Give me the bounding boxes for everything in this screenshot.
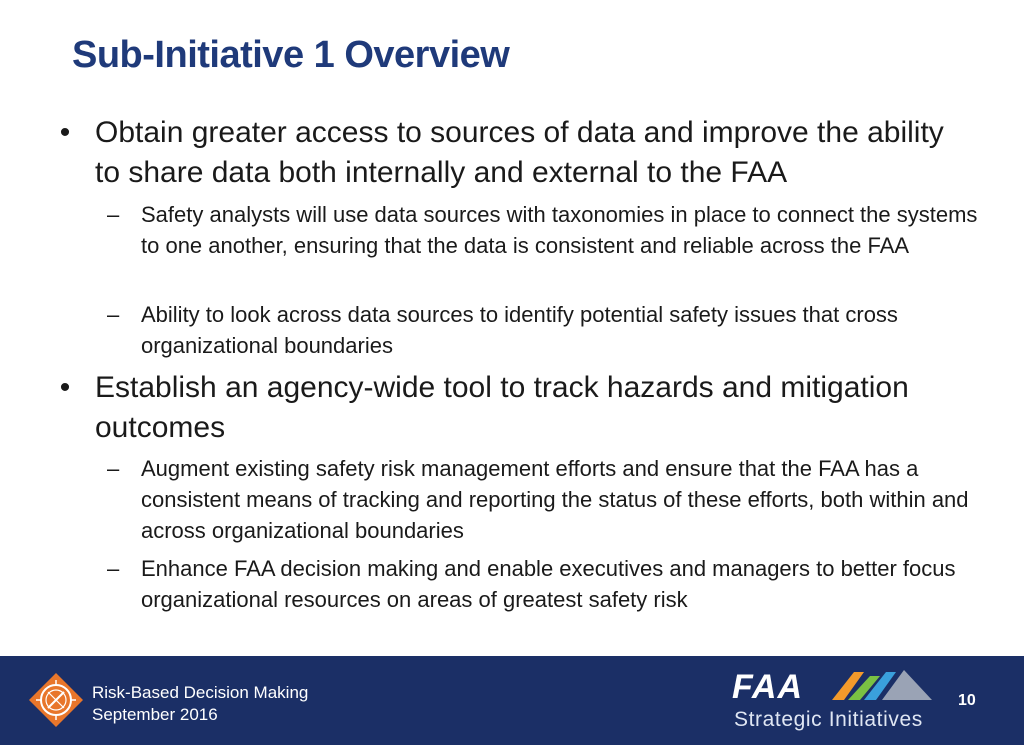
page-number: 10 xyxy=(958,692,976,709)
bullet-glyph: • xyxy=(59,116,71,149)
sub-bullet-glyph: – xyxy=(107,202,120,227)
brand-name: FAA xyxy=(732,668,803,706)
sub-bullet-glyph: – xyxy=(107,302,120,327)
footer-program-name: Risk-Based Decision Making xyxy=(92,683,309,702)
sub-bullet-glyph: – xyxy=(107,556,120,581)
sub-bullet-item xyxy=(107,453,991,546)
faa-swoosh-icon xyxy=(832,668,938,702)
sub-bullet-text: Ability to look across data sources to identify potential safety issues that cross organizational boundaries xyxy=(141,302,898,358)
sub-bullet-text: Enhance FAA decision making and enable executives and managers to better focus organizational resources on areas of greatest safety risk xyxy=(141,556,956,612)
slide-footer xyxy=(0,656,1024,745)
compass-diamond-icon xyxy=(28,672,84,728)
bullet-text: Obtain greater access to sources of data and improve the ability to share data both internally and external to the FAA xyxy=(95,116,944,189)
sub-bullet-text: Safety analysts will use data sources with taxonomies in place to connect the systems to one another, ensuring that the data is consistent and reliable across the FAA xyxy=(141,202,978,258)
slide-title: Sub-Initiative 1 Overview xyxy=(72,34,510,76)
bullet-item xyxy=(59,368,975,448)
bullet-item xyxy=(59,113,975,193)
bullet-text: Establish an agency-wide tool to track hazards and mitigation outcomes xyxy=(95,371,909,444)
footer-date: September 2016 xyxy=(92,705,218,724)
sub-bullet-item xyxy=(107,199,991,261)
footer-caption xyxy=(92,682,308,726)
bullet-glyph: • xyxy=(59,371,71,404)
brand-tagline: Strategic Initiatives xyxy=(734,708,923,731)
sub-bullet-text: Augment existing safety risk management efforts and ensure that the FAA has a consistent means of tracking and reporting the status of these efforts, both within and across organizational boundaries xyxy=(141,456,969,543)
sub-bullet-item xyxy=(107,553,991,615)
sub-bullet-glyph: – xyxy=(107,456,120,481)
sub-bullet-item xyxy=(107,299,991,361)
faa-brand-logo xyxy=(732,666,942,738)
